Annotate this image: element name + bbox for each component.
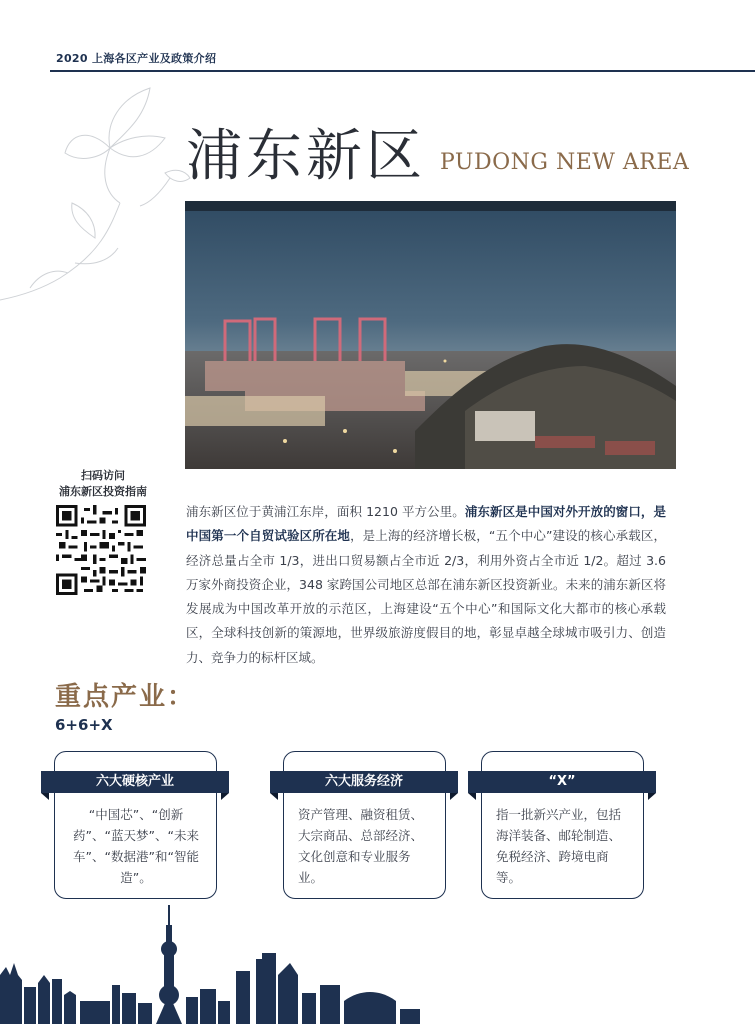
industry-card-services [283,751,446,899]
page-title: 浦东新区 [186,124,426,189]
section-title: 重点产业： [55,682,196,712]
qr-code[interactable] [56,505,146,595]
intro-text-part2: ，是上海的经济增长极，“五个中心”建设的核心承载区，经济总量占全市 1/3，进出口贸易额占全市近 2/3，利用外资占全市近 1/2。超过 3.6 万家外商投资企业，348 家跨国公司地区总部在浦东新区投资新业。未来的浦东新区将发展成为中国改革开放的示范区，上海建设“五个中心”和国际文化大都市的核心承载区，全球科技创新的策源地，世界级旅游度假目的地，彰显卓越全球城市吸引力、创造力、竞争力的标杆区域。 [186,528,666,665]
industry-card-x [481,751,644,899]
industry-card-hardcore [54,751,217,899]
magnolia-decoration [0,78,200,308]
card-title: 六大硬核产业 [41,771,229,793]
header-rule [50,70,755,72]
qr-caption-line1: 扫码访问 [81,469,125,482]
card-title: “X” [468,771,656,793]
card-body: 指一批新兴产业，包括海洋装备、邮轮制造、免税经济、跨境电商等。 [496,807,622,885]
card-title: 六大服务经济 [270,771,458,793]
intro-text-part1: 浦东新区位于黄浦江东岸，面积 1210 平方公里。 [186,504,465,519]
port-photo [185,201,676,469]
section-subtitle: 6+6+X [55,716,113,734]
qr-caption-line2: 浦东新区投资指南 [59,485,147,498]
page-header [0,44,755,74]
card-body: “中国芯”、“创新药”、“蓝天梦”、“未来车”、“数据港”和“智能造”。 [73,807,199,885]
card-body: 资产管理、融资租赁、大宗商品、总部经济、文化创意和专业服务业。 [298,807,424,885]
intro-paragraph [186,500,666,670]
city-skyline-silhouette [0,905,420,1024]
intro-highlight: 浦东新区是中国对外开放的窗口，是中国第一个自贸试验区所在地 [186,504,666,544]
qr-caption [42,468,164,500]
header-title: 2020 上海各区产业及政策介绍 [56,52,217,65]
page-title-english: PUDONG NEW AREA [440,150,690,175]
